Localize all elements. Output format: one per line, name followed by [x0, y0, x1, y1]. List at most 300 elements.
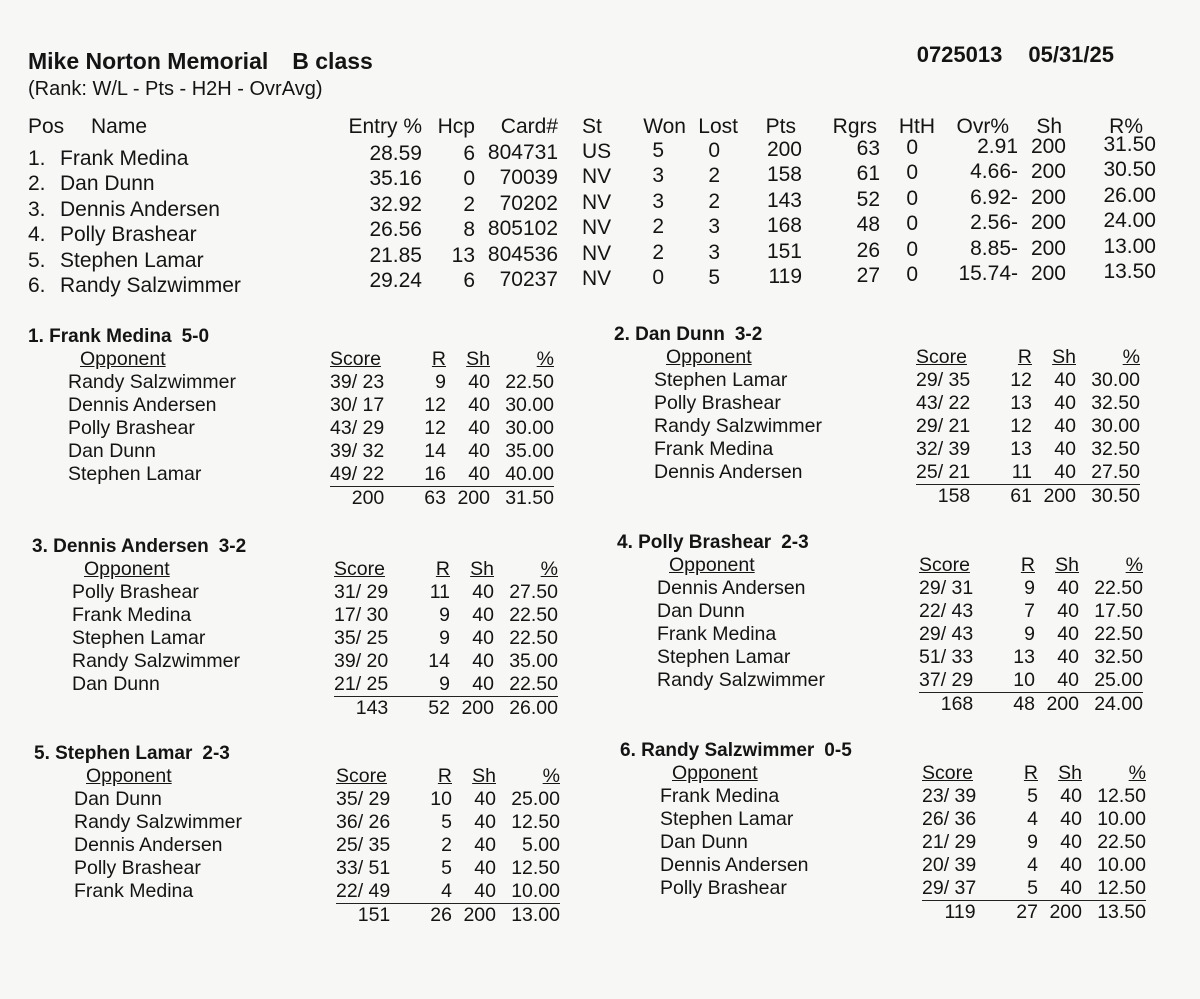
col-opponent: Opponent: [86, 765, 172, 787]
match-score: 22/ 43: [919, 600, 974, 622]
opponent-name: Frank Medina: [657, 623, 777, 645]
table-row: [614, 415, 1140, 438]
standings-cell-lost: 2: [708, 189, 720, 213]
player-block-title: [34, 743, 230, 765]
standings-header-st: St: [582, 115, 602, 138]
standings-cell-hcp: 0: [463, 167, 475, 191]
opponent-name: Stephen Lamar: [72, 627, 206, 649]
table-row: [620, 808, 1146, 831]
table-row: [614, 392, 1140, 415]
opponent-name: Dennis Andersen: [660, 854, 809, 876]
standings-cell-r-pct: 30.50: [1103, 158, 1156, 182]
match-score: 21/ 29: [922, 831, 977, 853]
standings-cell-hth: 0: [906, 161, 918, 185]
total-pct: 30.50: [1091, 485, 1140, 507]
standings-cell-entry: 26.56: [369, 218, 422, 242]
col-r: R: [437, 765, 452, 787]
standings-header-lost: Lost: [698, 115, 738, 138]
standings-cell-pos: 5.: [28, 248, 46, 272]
match-score: 29/ 31: [919, 577, 974, 599]
totals-spacer: [614, 485, 916, 509]
standings-cell-st: NV: [582, 190, 612, 214]
opponent-name: Polly Brashear: [74, 857, 201, 879]
match-score: 43/ 22: [916, 392, 971, 414]
match-score: 26/ 36: [922, 808, 977, 830]
standings-cell-ovr: 8.85-: [970, 236, 1018, 260]
match-r: 4: [1027, 854, 1038, 876]
match-pct: 22.50: [494, 673, 558, 697]
standings-cell-ovr: 6.92-: [970, 185, 1018, 209]
match-table: [32, 558, 558, 720]
total-sh: 200: [1046, 693, 1079, 715]
standings-cell-won: 3: [652, 189, 664, 213]
match-r: 9: [410, 673, 450, 697]
col-pct: %: [1128, 762, 1146, 784]
col-sh: Sh: [1058, 762, 1082, 784]
standings-cell-hcp: 13: [451, 243, 475, 267]
col-score: Score: [334, 558, 385, 580]
opponent-name: Dan Dunn: [72, 673, 160, 696]
match-pct: 12.50: [511, 811, 560, 833]
match-sh: 40: [1060, 785, 1082, 807]
standings-cell-hth: 0: [906, 237, 918, 261]
table-row: [34, 857, 560, 880]
match-pct: 27.50: [509, 581, 558, 603]
match-score: 35/ 25: [334, 627, 389, 649]
match-score: 22/ 49: [336, 880, 412, 904]
col-pct: %: [1122, 346, 1140, 368]
match-sh: 40: [1032, 461, 1076, 485]
match-score: 39/ 23: [330, 371, 385, 393]
total-pct: 26.00: [509, 697, 558, 719]
event-name: Mike Norton Memorial: [28, 48, 269, 74]
player-name: 2. Dan Dunn: [614, 324, 725, 345]
col-r: R: [1020, 554, 1035, 576]
match-r: 5: [998, 877, 1038, 901]
standings-cell-entry: 21.85: [369, 243, 422, 267]
col-score: Score: [336, 765, 387, 787]
table-row: [617, 669, 1143, 693]
match-score: 36/ 26: [336, 811, 391, 833]
match-r: 7: [1024, 600, 1035, 622]
opponent-name: Randy Salzwimmer: [74, 811, 242, 833]
match-sh: 40: [1060, 808, 1082, 830]
match-r: 14: [424, 440, 446, 462]
standings-cell-card: 805102: [487, 217, 558, 241]
standings-cell-entry: 28.59: [369, 142, 422, 165]
match-score: 25/ 21: [916, 461, 992, 485]
table-row: [32, 673, 558, 697]
match-pct: 32.50: [1091, 392, 1140, 414]
match-r: 12: [424, 394, 446, 416]
opponent-name: Dan Dunn: [74, 788, 162, 810]
match-pct: 40.00: [490, 463, 554, 487]
standings-header-entry: Entry %: [348, 115, 422, 138]
opponent-name: Dennis Andersen: [68, 394, 217, 416]
opponent-name: Dennis Andersen: [654, 461, 803, 484]
match-r: 12: [1010, 369, 1032, 391]
match-r: 13: [1013, 646, 1035, 668]
page-title: [28, 48, 373, 75]
table-row: [32, 650, 558, 673]
col-pct: %: [1125, 554, 1143, 576]
col-sh: Sh: [472, 765, 496, 787]
col-score: Score: [916, 346, 967, 368]
col-r: R: [1023, 762, 1038, 784]
match-pct: 27.50: [1076, 461, 1140, 485]
total-pct: 31.50: [505, 487, 554, 509]
table-row: [620, 831, 1146, 854]
event-date: 05/31/25: [1028, 42, 1114, 67]
match-pct: 30.00: [505, 394, 554, 416]
standings-cell-lost: 5: [708, 266, 720, 289]
col-sh: Sh: [470, 558, 494, 580]
match-score: 20/ 39: [922, 854, 977, 876]
opponent-name: Randy Salzwimmer: [72, 650, 240, 672]
match-sh: 40: [474, 811, 496, 833]
match-sh: 40: [472, 581, 494, 603]
player-name: 1. Frank Medina: [28, 326, 172, 347]
standings-cell-hth: 0: [906, 212, 918, 236]
match-sh: 40: [452, 880, 496, 904]
match-score: 39/ 20: [334, 650, 389, 672]
standings-cell-pos: 4.: [28, 223, 46, 247]
total-score: 200: [351, 487, 385, 509]
opponent-name: Randy Salzwimmer: [657, 669, 825, 692]
match-header-row: [28, 348, 554, 371]
match-pct: 10.00: [1097, 808, 1146, 830]
opponent-name: Frank Medina: [660, 785, 780, 807]
total-r: 48: [1013, 693, 1035, 715]
col-r: R: [1017, 346, 1032, 368]
standings-cell-st: NV: [582, 267, 612, 290]
match-table: [34, 765, 560, 927]
standings-header-ovr: Ovr%: [956, 115, 1009, 138]
standings-cell-entry: 32.92: [369, 192, 422, 216]
match-r: 9: [1024, 623, 1035, 645]
total-pct: 13.00: [511, 904, 560, 926]
standings-cell-ovr: 2.91: [977, 135, 1018, 158]
total-r: 27: [1016, 901, 1038, 923]
match-pct: 12.50: [1097, 785, 1146, 807]
table-row: [34, 880, 560, 904]
match-sh: 40: [474, 788, 496, 810]
table-row: [617, 600, 1143, 623]
table-row: [617, 646, 1143, 669]
standings-cell-entry: 29.24: [369, 269, 422, 292]
match-pct: 25.00: [511, 788, 560, 810]
match-score: 33/ 51: [336, 857, 391, 879]
match-r: 4: [412, 880, 452, 904]
totals-spacer: [32, 697, 334, 721]
total-r: 61: [1010, 485, 1032, 507]
standings-cell-pts: 143: [766, 188, 802, 212]
standings-cell-pts: 151: [766, 239, 802, 263]
total-sh: 200: [457, 487, 490, 509]
standings-cell-r-pct: 13.00: [1103, 234, 1156, 258]
totals-row: [34, 904, 560, 928]
opponent-name: Polly Brashear: [660, 877, 787, 900]
match-sh: 40: [1057, 646, 1079, 668]
totals-spacer: [34, 904, 336, 928]
standings-header-won: Won: [643, 115, 686, 138]
standings-cell-pts: 200: [766, 138, 802, 161]
match-sh: 40: [1054, 369, 1076, 391]
table-row: [28, 440, 554, 463]
standings-cell-pos: 3.: [28, 197, 46, 221]
match-r: 9: [439, 627, 450, 649]
opponent-name: Randy Salzwimmer: [68, 371, 236, 393]
total-r: 26: [430, 904, 452, 926]
opponent-name: Dan Dunn: [660, 831, 748, 853]
col-opponent: Opponent: [84, 558, 170, 580]
player-record: 3-2: [734, 324, 763, 345]
totals-spacer: [617, 693, 919, 717]
standings-cell-name: Stephen Lamar: [60, 248, 204, 272]
match-r: 12: [424, 417, 446, 439]
standings-header-name: Name: [91, 115, 148, 138]
standings-cell-card: 70039: [499, 166, 558, 190]
standings-cell-ovr: 2.56-: [970, 211, 1018, 235]
match-sh: 40: [474, 857, 496, 879]
match-score: 25/ 35: [336, 834, 391, 856]
col-opponent: Opponent: [672, 762, 758, 784]
match-sh: 40: [472, 604, 494, 626]
match-pct: 22.50: [1094, 577, 1143, 599]
standings-cell-r-pct: 13.50: [1103, 260, 1156, 283]
match-pct: 12.50: [511, 857, 560, 879]
standings-cell-hth: 0: [906, 186, 918, 210]
standings-cell-name: Randy Salzwimmer: [60, 274, 241, 297]
standings-cell-hcp: 6: [463, 142, 475, 165]
header-meta: [917, 42, 1114, 68]
opponent-name: Frank Medina: [72, 604, 192, 626]
col-opponent: Opponent: [80, 348, 166, 370]
table-row: [34, 788, 560, 811]
player-block-title: [614, 324, 762, 346]
opponent-name: Dan Dunn: [68, 440, 156, 462]
totals-spacer: [28, 487, 330, 511]
standings-cell-sh: 200: [1030, 211, 1066, 235]
match-sh: 40: [1035, 669, 1079, 693]
standings-cell-pos: 2.: [28, 172, 46, 196]
opponent-name: Stephen Lamar: [654, 369, 788, 391]
opponent-name: Frank Medina: [654, 438, 774, 460]
match-score: 37/ 29: [919, 669, 995, 693]
col-pct: %: [536, 348, 554, 370]
match-header-row: [614, 346, 1140, 369]
opponent-name: Randy Salzwimmer: [654, 415, 822, 437]
player-block-title: [32, 536, 246, 558]
player-record: 5-0: [181, 326, 210, 347]
match-r: 12: [1010, 415, 1032, 437]
col-pct: %: [542, 765, 560, 787]
match-pct: 22.50: [1097, 831, 1146, 853]
table-row: [28, 371, 554, 394]
totals-row: [620, 901, 1146, 925]
match-sh: 40: [1054, 415, 1076, 437]
standings-cell-st: NV: [582, 165, 612, 189]
standings-header-hcp: Hcp: [437, 115, 475, 138]
col-sh: Sh: [466, 348, 490, 370]
match-r: 11: [992, 461, 1032, 485]
match-r: 4: [1027, 808, 1038, 830]
standings-cell-st: US: [582, 140, 612, 163]
table-row: [614, 461, 1140, 485]
standings-cell-name: Dan Dunn: [60, 172, 155, 196]
table-row: [32, 627, 558, 650]
player-record: 2-3: [202, 743, 230, 764]
total-score: 158: [937, 485, 971, 507]
match-pct: 32.50: [1091, 438, 1140, 460]
table-row: [28, 463, 554, 487]
match-r: 9: [435, 371, 446, 393]
match-sh: 40: [1060, 831, 1082, 853]
total-sh: 200: [463, 904, 496, 926]
match-r: 5: [1027, 785, 1038, 807]
match-pct: 17.50: [1094, 600, 1143, 622]
standings-cell-sh: 200: [1030, 236, 1066, 260]
standings-cell-pts: 158: [766, 163, 802, 187]
standings-header-card: Card#: [500, 115, 558, 138]
match-pct: 35.00: [509, 650, 558, 672]
match-header-row: [34, 765, 560, 788]
match-pct: 30.00: [505, 417, 554, 439]
table-row: [28, 394, 554, 417]
match-r: 10: [995, 669, 1035, 693]
standings-cell-card: 70202: [499, 191, 558, 215]
standings-cell-name: Dennis Andersen: [60, 197, 220, 221]
match-pct: 25.00: [1079, 669, 1143, 693]
match-sh: 40: [474, 834, 496, 856]
player-block-title: [620, 740, 852, 762]
opponent-name: Stephen Lamar: [68, 463, 202, 486]
match-table: [614, 346, 1140, 508]
event-code: 0725013: [916, 42, 1003, 67]
match-pct: 22.50: [509, 627, 558, 649]
match-r: 14: [428, 650, 450, 672]
standings-cell-rgrs: 61: [856, 162, 880, 186]
table-row: [620, 854, 1146, 877]
player-name: 6. Randy Salzwimmer: [620, 740, 815, 761]
player-record: 2-3: [781, 532, 809, 553]
standings-cell-lost: 3: [708, 240, 720, 264]
match-r: 2: [441, 834, 452, 856]
match-score: 23/ 39: [922, 785, 977, 807]
match-sh: 40: [468, 371, 490, 393]
match-score: 43/ 29: [330, 417, 385, 439]
standings-cell-hcp: 6: [463, 269, 475, 292]
standings-cell-sh: 200: [1030, 135, 1066, 158]
match-sh: 40: [1054, 392, 1076, 414]
match-r: 9: [439, 604, 450, 626]
match-table: [617, 554, 1143, 716]
match-sh: 40: [450, 673, 494, 697]
player-record: 0-5: [824, 740, 852, 761]
match-score: 29/ 21: [916, 415, 971, 437]
match-score: 21/ 25: [334, 673, 410, 697]
match-r: 9: [1027, 831, 1038, 853]
standings-cell-lost: 2: [708, 164, 720, 188]
table-row: [614, 369, 1140, 392]
standings-cell-rgrs: 27: [856, 264, 880, 287]
standings-cell-r-pct: 31.50: [1103, 133, 1156, 156]
total-score: 151: [357, 904, 391, 926]
match-r: 10: [430, 788, 452, 810]
standings-cell-r-pct: 26.00: [1103, 183, 1156, 207]
standings-cell-rgrs: 63: [856, 137, 880, 160]
col-score: Score: [919, 554, 970, 576]
standings-cell-rgrs: 26: [856, 238, 880, 262]
total-score: 168: [940, 693, 974, 715]
match-table: [28, 348, 554, 510]
match-sh: 40: [468, 440, 490, 462]
standings-cell-pos: 6.: [28, 274, 46, 297]
opponent-name: Polly Brashear: [654, 392, 781, 414]
match-r: 9: [1024, 577, 1035, 599]
match-pct: 22.50: [505, 371, 554, 393]
match-r: 11: [429, 581, 450, 603]
total-pct: 13.50: [1097, 901, 1146, 923]
standings-cell-hcp: 8: [463, 218, 475, 242]
col-score: Score: [922, 762, 973, 784]
total-score: 119: [944, 901, 976, 923]
col-r: R: [431, 348, 446, 370]
match-sh: 40: [472, 627, 494, 649]
standings-cell-sh: 200: [1030, 185, 1066, 209]
player-name: 5. Stephen Lamar: [34, 743, 193, 764]
match-score: 49/ 22: [330, 463, 406, 487]
standings-cell-won: 2: [652, 215, 664, 239]
standings-cell-ovr: 4.66-: [970, 160, 1018, 184]
player-block-title: [28, 326, 209, 348]
opponent-name: Polly Brashear: [72, 581, 199, 603]
standings-cell-won: 5: [652, 139, 664, 162]
standings-cell-won: 3: [652, 164, 664, 188]
standings-header-r-pct: R%: [1109, 115, 1143, 138]
table-row: [620, 785, 1146, 808]
col-pct: %: [540, 558, 558, 580]
opponent-name: Frank Medina: [74, 880, 194, 903]
standings-cell-entry: 35.16: [369, 167, 422, 191]
match-r: 16: [406, 463, 446, 487]
match-table: [620, 762, 1146, 924]
match-r: 5: [441, 811, 452, 833]
totals-row: [617, 693, 1143, 717]
match-sh: 40: [1054, 438, 1076, 460]
match-pct: 5.00: [522, 834, 560, 856]
match-score: 51/ 33: [919, 646, 974, 668]
match-score: 17/ 30: [334, 604, 389, 626]
match-sh: 40: [1038, 877, 1082, 901]
col-opponent: Opponent: [666, 346, 752, 368]
standings-cell-hth: 0: [906, 263, 918, 286]
match-r: 5: [441, 857, 452, 879]
match-pct: 30.00: [1091, 415, 1140, 437]
rank-note: (Rank: W/L - Pts - H2H - OvrAvg): [28, 78, 323, 100]
match-pct: 22.50: [509, 604, 558, 626]
standings-header-sh: Sh: [1036, 115, 1062, 138]
standings-cell-pts: 119: [768, 265, 802, 288]
match-score: 30/ 17: [330, 394, 385, 416]
standings-cell-name: Frank Medina: [60, 147, 189, 170]
standings-cell-pos: 1.: [28, 147, 46, 170]
standings-cell-ovr: 15.74-: [958, 262, 1018, 285]
standings-cell-won: 0: [652, 266, 664, 289]
table-row: [34, 811, 560, 834]
totals-spacer: [620, 901, 922, 925]
match-pct: 10.00: [496, 880, 560, 904]
